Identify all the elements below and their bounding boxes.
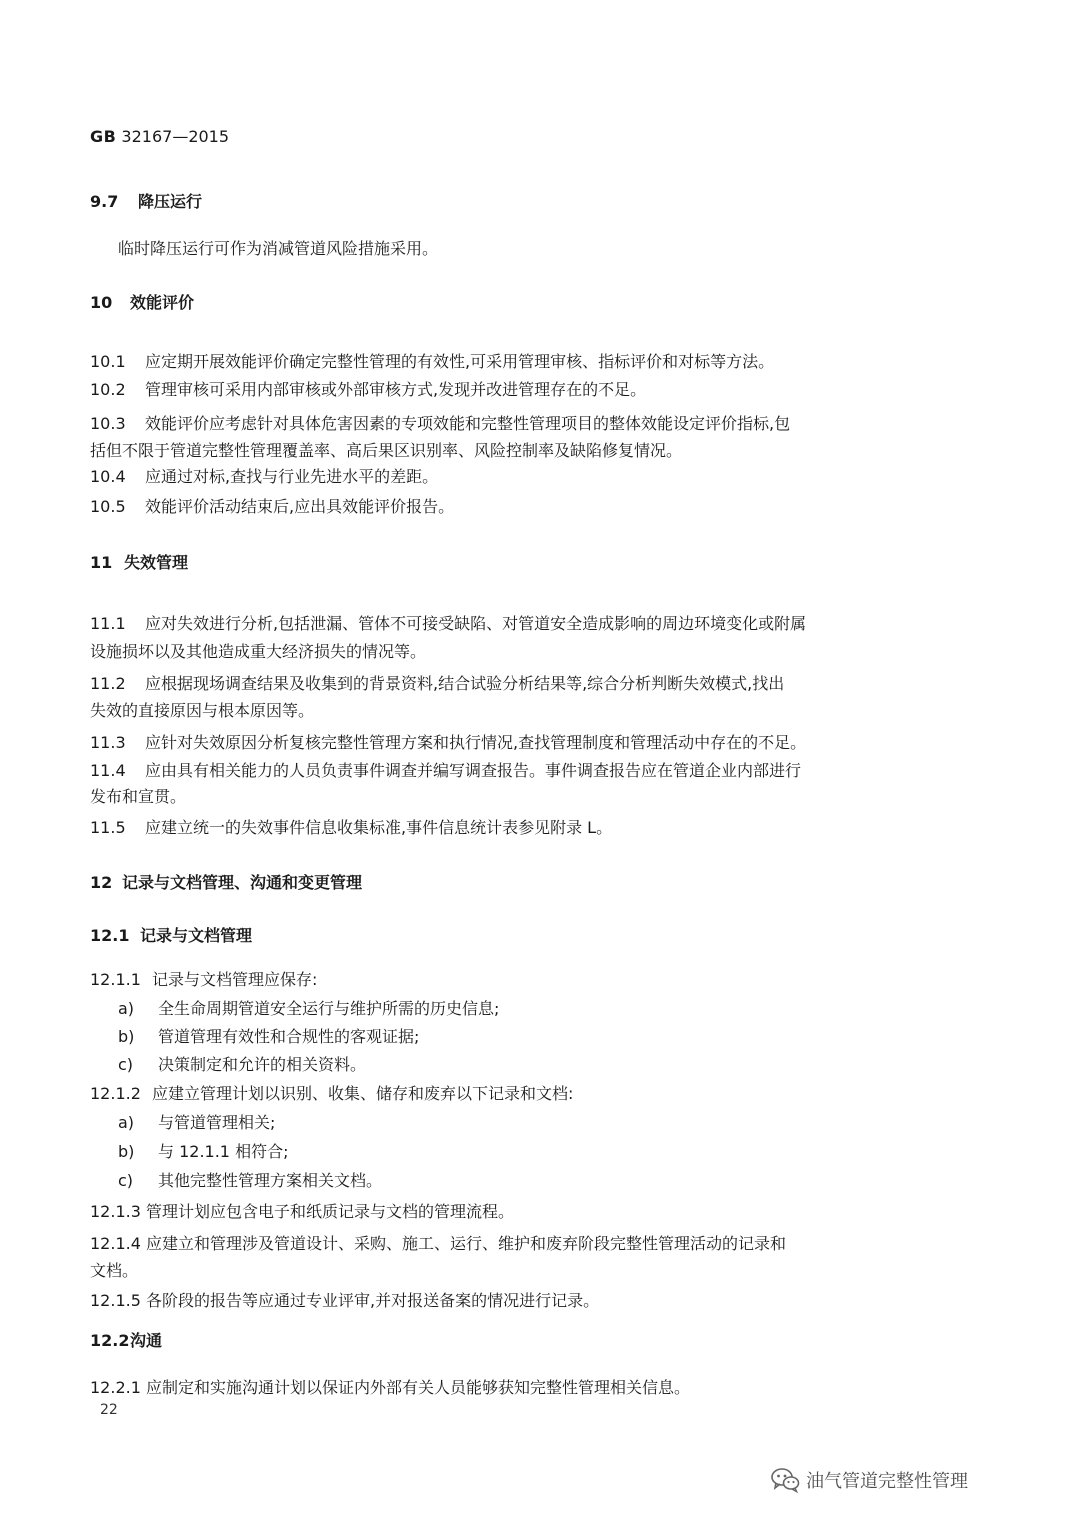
section-title: 记录与文档管理、沟通和变更管理 bbox=[122, 873, 363, 892]
clause-11-2-line2: 失效的直接原因与根本原因等。 bbox=[90, 701, 315, 720]
section-title: 降压运行 bbox=[138, 192, 203, 211]
section-9-7-body: 临时降压运行可作为消减管道风险措施采用。 bbox=[118, 239, 439, 258]
clause-12-2-1: 12.2.1 应制定和实施沟通计划以保证内外部有关人员能够获知完整性管理相关信息。 bbox=[90, 1378, 691, 1397]
section-number: 12 bbox=[90, 873, 113, 892]
clause-12-1-4-line1: 12.1.4 应建立和管理涉及管道设计、采购、施工、运行、维护和废弃阶段完整性管理活动的记录和 bbox=[90, 1234, 787, 1253]
list-item: b) 与 12.1.1 相符合; bbox=[118, 1142, 289, 1161]
section-12-2-heading bbox=[90, 1330, 162, 1352]
section-10-heading bbox=[90, 292, 194, 314]
section-number: 11 bbox=[90, 553, 113, 572]
clause-11-1-line1: 11.1 应对失效进行分析,包括泄漏、管体不可接受缺陷、对管道安全造成影响的周边环境变化或附属 bbox=[90, 614, 807, 633]
standard-header bbox=[90, 126, 229, 148]
clause-10-4: 10.4 应通过对标,查找与行业先进水平的差距。 bbox=[90, 467, 439, 486]
clause-11-1-line2: 设施损坏以及其他造成重大经济损失的情况等。 bbox=[90, 642, 427, 661]
page-number: 22 bbox=[100, 1402, 118, 1418]
clause-10-3-line1: 10.3 效能评价应考虑针对具体危害因素的专项效能和完整性管理项目的整体效能设定评价指标,包 bbox=[90, 414, 791, 433]
list-item: a) 全生命周期管道安全运行与维护所需的历史信息; bbox=[118, 999, 500, 1018]
section-title: 沟通 bbox=[130, 1331, 163, 1350]
standard-number: 32167—2015 bbox=[121, 127, 230, 146]
section-number: 9.7 bbox=[90, 192, 119, 211]
section-number: 12.1 bbox=[90, 926, 130, 945]
clause-12-1-3: 12.1.3 管理计划应包含电子和纸质记录与文档的管理流程。 bbox=[90, 1202, 515, 1221]
section-title: 记录与文档管理 bbox=[140, 926, 253, 945]
clause-12-1-5: 12.1.5 各阶段的报告等应通过专业评审,并对报送备案的情况进行记录。 bbox=[90, 1291, 600, 1310]
clause-12-1-4-line2: 文档。 bbox=[90, 1261, 139, 1280]
section-11-heading bbox=[90, 552, 188, 574]
standard-code: GB bbox=[90, 127, 117, 146]
section-9-7-heading bbox=[90, 191, 202, 213]
clause-12-1-1: 12.1.1 记录与文档管理应保存: bbox=[90, 970, 318, 989]
section-number: 12.2 bbox=[90, 1331, 130, 1350]
clause-11-4-line2: 发布和宣贯。 bbox=[90, 787, 187, 806]
clause-11-4-line1: 11.4 应由具有相关能力的人员负责事件调查并编写调查报告。事件调查报告应在管道企业内部进行 bbox=[90, 761, 802, 780]
clause-12-1-2: 12.1.2 应建立管理计划以识别、收集、储存和废弃以下记录和文档: bbox=[90, 1084, 574, 1103]
watermark bbox=[770, 1466, 968, 1494]
clause-11-3: 11.3 应针对失效原因分析复核完整性管理方案和执行情况,查找管理制度和管理活动中存在的不足。 bbox=[90, 733, 807, 752]
section-12-1-heading bbox=[90, 925, 252, 947]
list-item: b) 管道管理有效性和合规性的客观证据; bbox=[118, 1027, 420, 1046]
watermark-text: 油气管道完整性管理 bbox=[806, 1471, 968, 1492]
section-title: 效能评价 bbox=[130, 293, 195, 312]
clause-11-2-line1: 11.2 应根据现场调查结果及收集到的背景资料,结合试验分析结果等,综合分析判断失效模式,找出 bbox=[90, 674, 785, 693]
list-item: c) 其他完整性管理方案相关文档。 bbox=[118, 1171, 383, 1190]
wechat-icon bbox=[770, 1467, 800, 1493]
section-number: 10 bbox=[90, 293, 113, 312]
clause-10-5: 10.5 效能评价活动结束后,应出具效能评价报告。 bbox=[90, 497, 455, 516]
section-title: 失效管理 bbox=[124, 553, 189, 572]
clause-10-1: 10.1 应定期开展效能评价确定完整性管理的有效性,可采用管理审核、指标评价和对标等方法。 bbox=[90, 352, 775, 371]
clause-10-3-line2: 括但不限于管道完整性管理覆盖率、高后果区识别率、风险控制率及缺陷修复情况。 bbox=[90, 441, 683, 460]
clause-10-2: 10.2 管理审核可采用内部审核或外部审核方式,发现并改进管理存在的不足。 bbox=[90, 380, 647, 399]
list-item: c) 决策制定和允许的相关资料。 bbox=[118, 1055, 367, 1074]
section-12-heading bbox=[90, 872, 362, 894]
list-item: a) 与管道管理相关; bbox=[118, 1113, 276, 1132]
clause-11-5: 11.5 应建立统一的失效事件信息收集标准,事件信息统计表参见附录 L。 bbox=[90, 818, 613, 837]
